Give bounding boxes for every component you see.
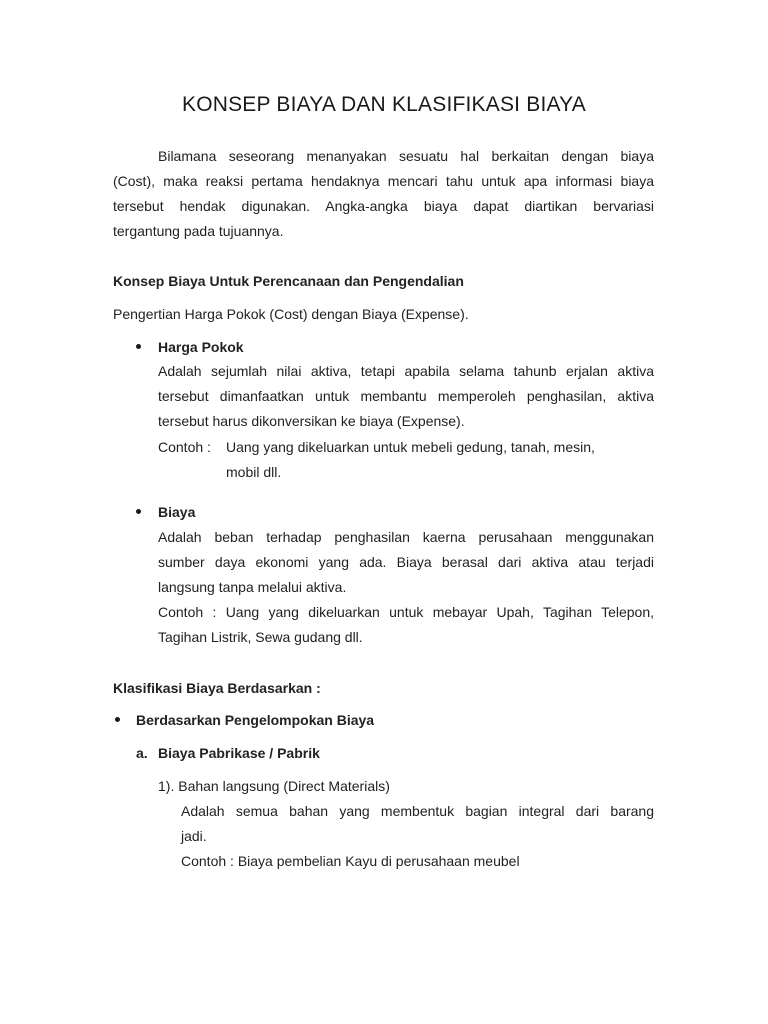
section-heading-konsep: Konsep Biaya Untuk Perencanaan dan Pengendalian: [113, 273, 464, 289]
biaya-line-1: Adalah beban terhadap penghasilan kaerna perusahaan menggunakan: [158, 529, 654, 545]
bullet-icon: [136, 509, 141, 514]
section-heading-klasifikasi: Klasifikasi Biaya Berdasarkan :: [113, 680, 321, 696]
biaya-line-2: sumber daya ekonomi yang ada. Biaya berasal dari aktiva atau terjadi: [158, 554, 654, 570]
intro-line-3: tersebut hendak digunakan. Angka-angka biaya dapat diartikan bervariasi: [113, 198, 654, 214]
intro-line-4: tergantung pada tujuannya.: [113, 223, 284, 239]
harga-pokok-example-line-2: mobil dll.: [226, 464, 282, 480]
harga-pokok-example-line-1: Uang yang dikeluarkan untuk mebeli gedung, tanah, mesin,: [226, 439, 595, 455]
pengelompokan-label: Berdasarkan Pengelompokan Biaya: [136, 712, 375, 728]
biaya-line-4: Contoh : Uang yang dikeluarkan untuk mebayar Upah, Tagihan Telepon,: [158, 604, 654, 620]
item-1-label: 1). Bahan langsung (Direct Materials): [158, 778, 390, 794]
section-subheading-pengertian: Pengertian Harga Pokok (Cost) dengan Biaya (Expense).: [113, 306, 469, 322]
harga-pokok-example-label: Contoh :: [158, 439, 211, 455]
harga-pokok-line-2: tersebut dimanfaatkan untuk membantu memperoleh penghasilan, aktiva: [158, 388, 654, 404]
bullet-icon: [115, 717, 120, 722]
item-1-line-3: Contoh : Biaya pembelian Kayu di perusahaan meubel: [181, 853, 520, 869]
item-1-line-1: Adalah semua bahan yang membentuk bagian integral dari barang: [181, 803, 654, 819]
bullet-icon: [136, 344, 141, 349]
sub-a-marker: a.: [136, 745, 148, 761]
intro-line-1: Bilamana seseorang menanyakan sesuatu hal berkaitan dengan biaya: [158, 148, 654, 164]
biaya-line-5: Tagihan Listrik, Sewa gudang dll.: [158, 629, 363, 645]
item-1-line-2: jadi.: [181, 828, 207, 844]
sub-a-label: Biaya Pabrikase / Pabrik: [158, 745, 320, 761]
harga-pokok-line-3: tersebut harus dikonversikan ke biaya (Expense).: [158, 413, 465, 429]
biaya-label: Biaya: [158, 504, 196, 520]
biaya-line-3: langsung tanpa melalui aktiva.: [158, 579, 347, 595]
harga-pokok-line-1: Adalah sejumlah nilai aktiva, tetapi apabila selama tahunb erjalan aktiva: [158, 363, 654, 379]
page-title: KONSEP BIAYA DAN KLASIFIKASI BIAYA: [181, 93, 586, 116]
harga-pokok-label: Harga Pokok: [158, 339, 244, 355]
intro-line-2: (Cost), maka reaksi pertama hendaknya mencari tahu untuk apa informasi biaya: [113, 173, 654, 189]
